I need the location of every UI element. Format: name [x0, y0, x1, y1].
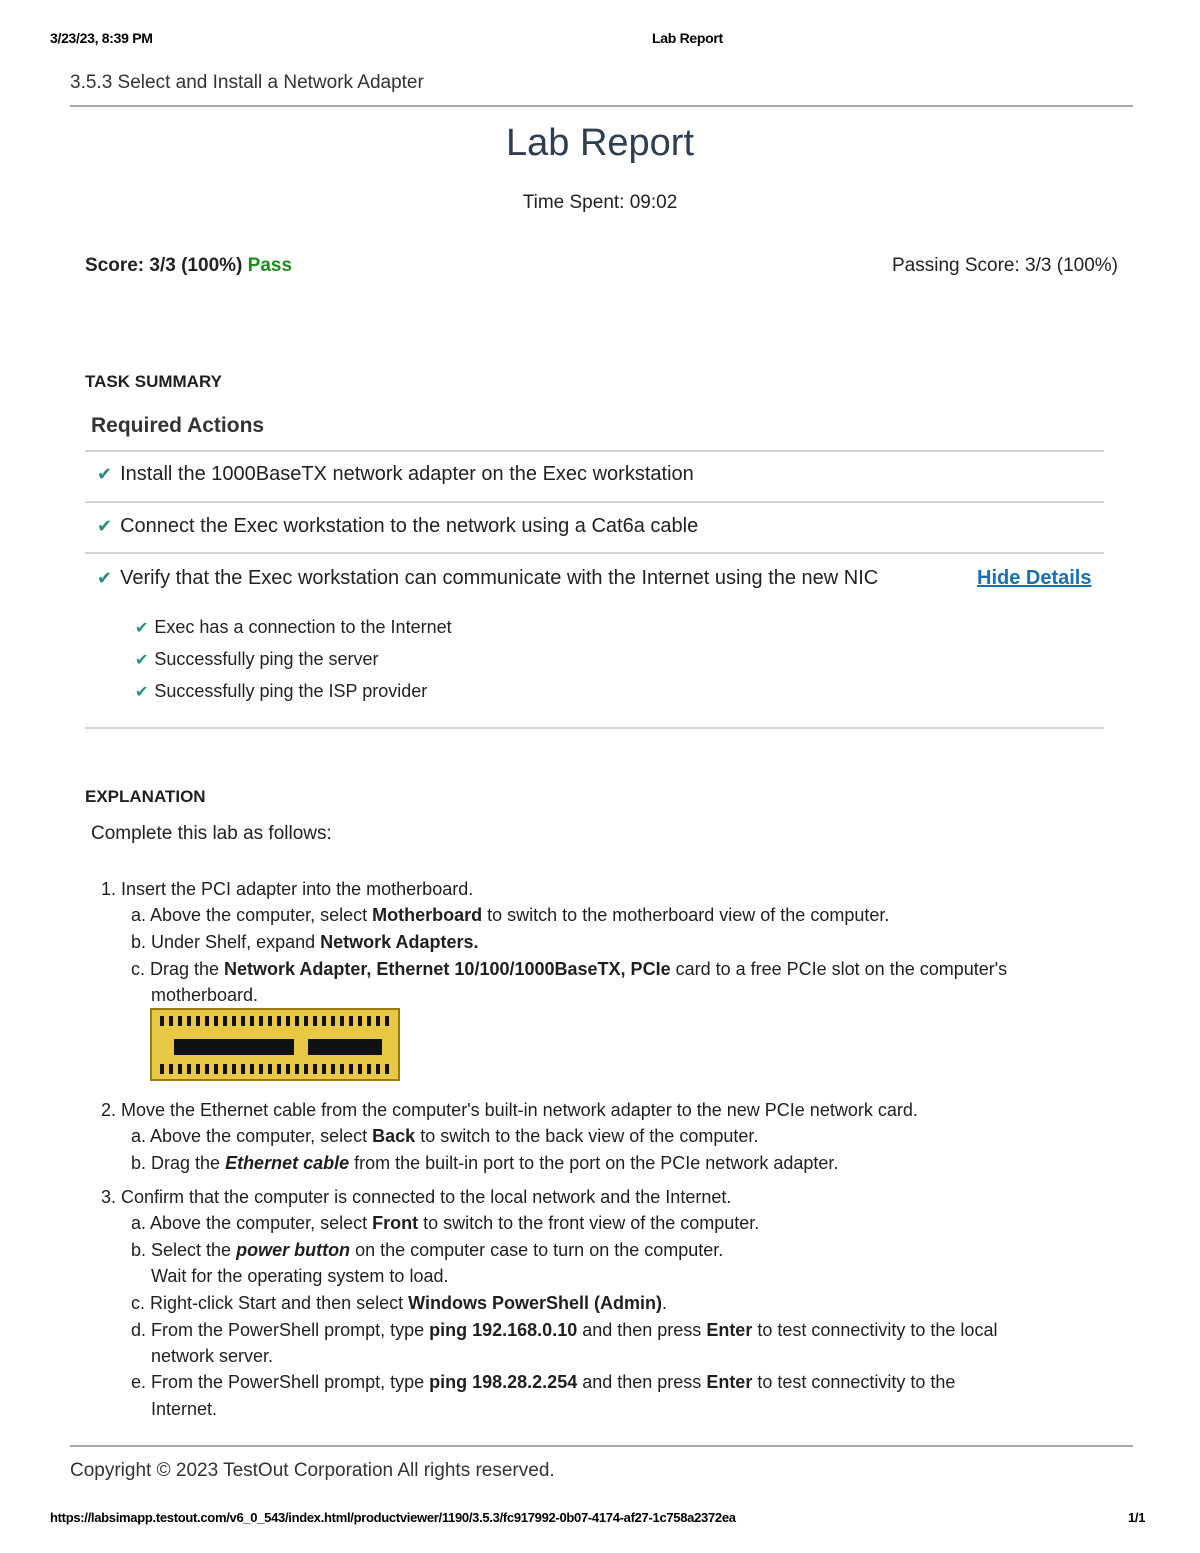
step-3b-cont: Wait for the operating system to load. — [151, 1266, 449, 1286]
list-divider — [85, 552, 1104, 554]
page-title: Lab Report — [505, 122, 694, 164]
sub-task-item — [135, 681, 427, 702]
sub-task-label: Successfully ping the ISP provider — [154, 681, 428, 701]
breadcrumb: 3.5.3 Select and Install a Network Adapter — [70, 72, 424, 93]
explanation-heading: EXPLANATION — [85, 787, 206, 806]
score-label: Score: 3/3 (100%) — [85, 255, 243, 276]
list-divider — [85, 727, 1104, 729]
step-1c: c. Drag the Network Adapter, Ethernet 10/100/1000BaseTX, PCIe card to a free PCIe slot on the computer's — [131, 959, 1008, 979]
step-2: 2. Move the Ethernet cable from the computer's built-in network adapter to the new PCIe network card. — [101, 1100, 918, 1120]
step-3: 3. Confirm that the computer is connected to the local network and the Internet. — [101, 1187, 732, 1207]
task-item-label: Install the 1000BaseTX network adapter on the Exec workstation — [120, 463, 694, 485]
print-url: https://labsimapp.testout.com/v6_0_543/index.html/productviewer/1190/3.5.3/fc917992-0b07-4174-af27-1c758a2372ea — [50, 1510, 736, 1525]
footer-divider — [70, 1445, 1133, 1447]
step-1: 1. Insert the PCI adapter into the motherboard. — [101, 879, 474, 899]
copyright: Copyright © 2023 TestOut Corporation All rights reserved. — [70, 1460, 555, 1481]
pin-row — [160, 1016, 390, 1026]
check-icon: ✔ — [135, 651, 149, 669]
score — [85, 255, 292, 277]
pcie-card-image — [150, 1008, 400, 1081]
task-item — [97, 515, 698, 538]
chip — [308, 1039, 382, 1055]
check-icon: ✔ — [135, 619, 149, 637]
time-spent: Time Spent: 09:02 — [522, 192, 678, 213]
chip — [174, 1039, 294, 1055]
list-divider — [85, 450, 1104, 452]
sub-task-label: Exec has a connection to the Internet — [154, 617, 452, 637]
sub-task-label: Successfully ping the server — [154, 649, 379, 669]
task-item-label: Verify that the Exec workstation can communicate with the Internet using the new NIC — [120, 567, 879, 589]
print-title: Lab Report — [652, 30, 723, 46]
step-1b: b. Under Shelf, expand Network Adapters. — [131, 932, 479, 952]
explanation-intro: Complete this lab as follows: — [91, 823, 332, 844]
sub-task-item — [135, 617, 452, 638]
passing-score: Passing Score: 3/3 (100%) — [891, 255, 1118, 276]
print-page-number: 1/1 — [1128, 1510, 1146, 1525]
check-icon: ✔ — [97, 464, 113, 484]
print-datetime: 3/23/23, 8:39 PM — [50, 30, 153, 46]
task-item — [97, 463, 694, 486]
check-icon: ✔ — [97, 516, 113, 536]
pass-badge: Pass — [247, 255, 293, 276]
header-divider — [70, 105, 1133, 107]
task-summary-heading: TASK SUMMARY — [85, 372, 222, 391]
step-3e-cont: Internet. — [151, 1399, 218, 1419]
check-icon: ✔ — [135, 683, 149, 701]
sub-task-item — [135, 649, 379, 670]
step-1c-cont: motherboard. — [151, 985, 259, 1005]
required-actions-heading: Required Actions — [91, 414, 265, 437]
pin-row — [160, 1064, 390, 1074]
check-icon: ✔ — [97, 568, 113, 588]
hide-details-link[interactable]: Hide Details — [977, 567, 1092, 589]
step-2a: a. Above the computer, select Back to switch to the back view of the computer. — [131, 1126, 759, 1146]
step-3b: b. Select the power button on the computer case to turn on the computer. — [131, 1240, 724, 1260]
step-1a: a. Above the computer, select Motherboard to switch to the motherboard view of the computer. — [131, 905, 890, 925]
step-3d-cont: network server. — [151, 1346, 274, 1366]
step-3e: e. From the PowerShell prompt, type ping 198.28.2.254 and then press Enter to test connectivity to the — [131, 1372, 956, 1392]
step-3a: a. Above the computer, select Front to switch to the front view of the computer. — [131, 1213, 760, 1233]
step-3c: c. Right-click Start and then select Windows PowerShell (Admin). — [131, 1293, 667, 1313]
task-item — [97, 567, 878, 590]
task-item-label: Connect the Exec workstation to the network using a Cat6a cable — [120, 515, 699, 537]
step-3d: d. From the PowerShell prompt, type ping 192.168.0.10 and then press Enter to test connectivity to the local — [131, 1320, 998, 1340]
list-divider — [85, 501, 1104, 503]
step-2b: b. Drag the Ethernet cable from the built-in port to the port on the PCIe network adapter. — [131, 1153, 839, 1173]
